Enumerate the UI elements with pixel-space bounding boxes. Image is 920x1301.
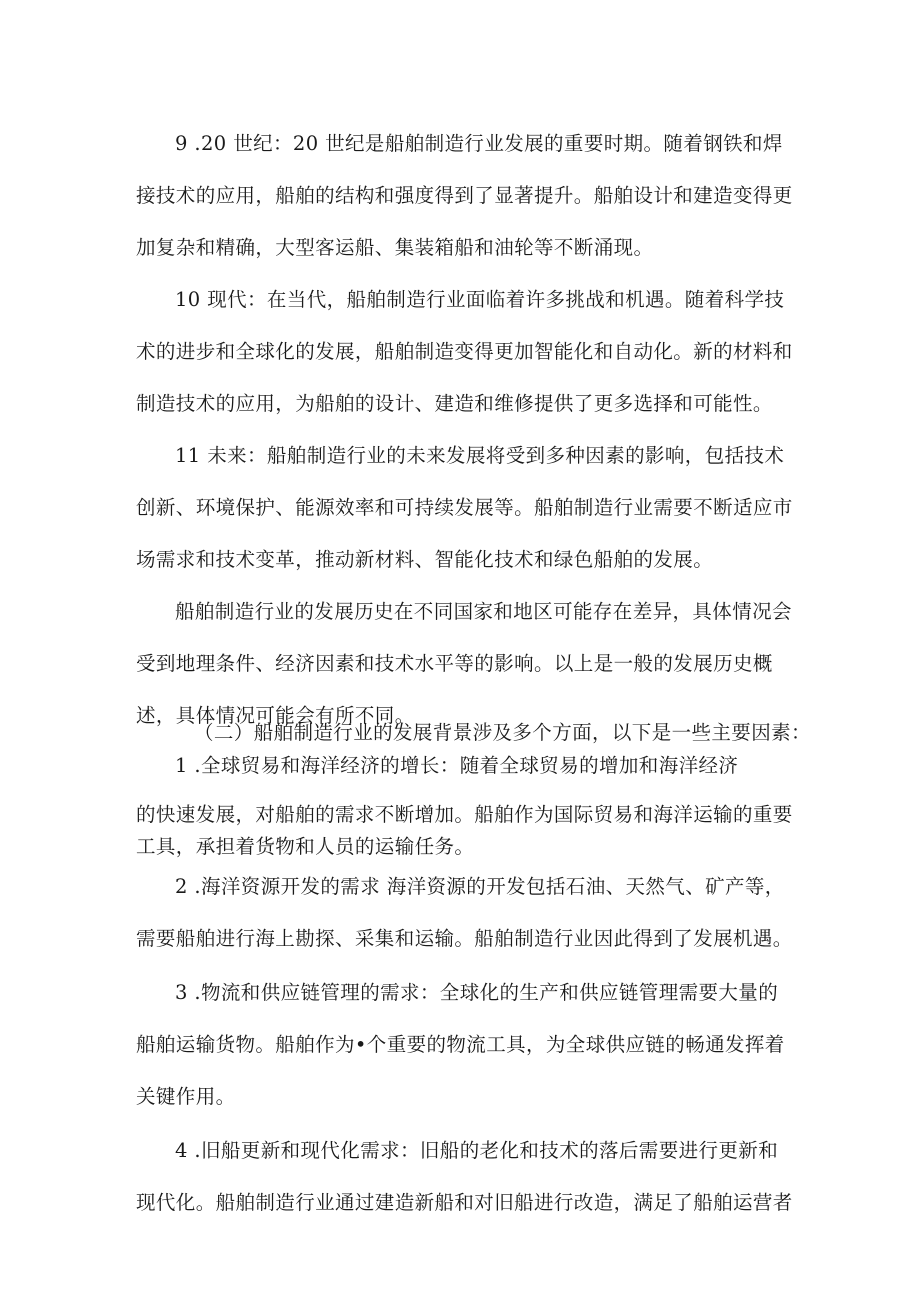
list-item-4: 4 .旧船更新和现代化需求：旧船的老化和技术的落后需要进行更新和现代化。船舶制造行业通过建造新船和对旧船进行改造，满足了船舶运营者 [136, 1139, 793, 1214]
list-item-1-start: 1 .全球贸易和海洋经济的增长：随着全球贸易的增加和海洋经济 [175, 754, 739, 777]
paragraph-modern: 10 现代：在当代，船舶制造行业面临着许多挑战和机遇。随着科学技术的进步和全球化的发展，船舶制造变得更加智能化和自动化。新的材料和制造技术的应用，为船舶的设计、建造和维修提供了更多选择和可能性。 [136, 288, 793, 415]
paragraph-history-summary: 船舶制造行业的发展历史在不同国家和地区可能存在差异，具体情况会受到地理条件、经济因素和技术水平等的影响。以上是一般的发展历史概述，具体情况可能会有所不同。 [136, 600, 792, 727]
list-item-3: 3 .物流和供应链管理的需求：全球化的生产和供应链管理需要大量的船舶运输货物。船舶作为•个重要的物流工具，为全球供应链的畅通发挥着关键作用。 [136, 981, 785, 1108]
list-item-2: 2 .海洋资源开发的需求 海洋资源的开发包括石油、天然气、矿产等，需要船舶进行海上勘探、采集和运输。船舶制造行业因此得到了发展机遇。 [136, 875, 793, 950]
paragraph-20th-century: 9 .20 世纪：20 世纪是船舶制造行业发展的重要时期。随着钢铁和焊接技术的应用，船舶的结构和强度得到了显著提升。船舶设计和建造变得更加复杂和精确，大型客运船、集装箱船和油轮等不断涌现。 [136, 132, 793, 259]
list-item-1-continuation: 的快速发展，对船舶的需求不断增加。船舶作为国际贸易和海洋运输的重要工具，承担着货物和人员的运输任务。 [136, 803, 793, 858]
section-heading-background: （二）船舶制造行业的发展背景涉及多个方面，以下是一些主要因素： [194, 721, 811, 744]
paragraph-future: 11 未来：船舶制造行业的未来发展将受到多种因素的影响，包括技术创新、环境保护、能源效率和可持续发展等。船舶制造行业需要不断适应市场需求和技术变革，推动新材料、智能化技术和绿色船舶的发展。 [136, 444, 793, 571]
